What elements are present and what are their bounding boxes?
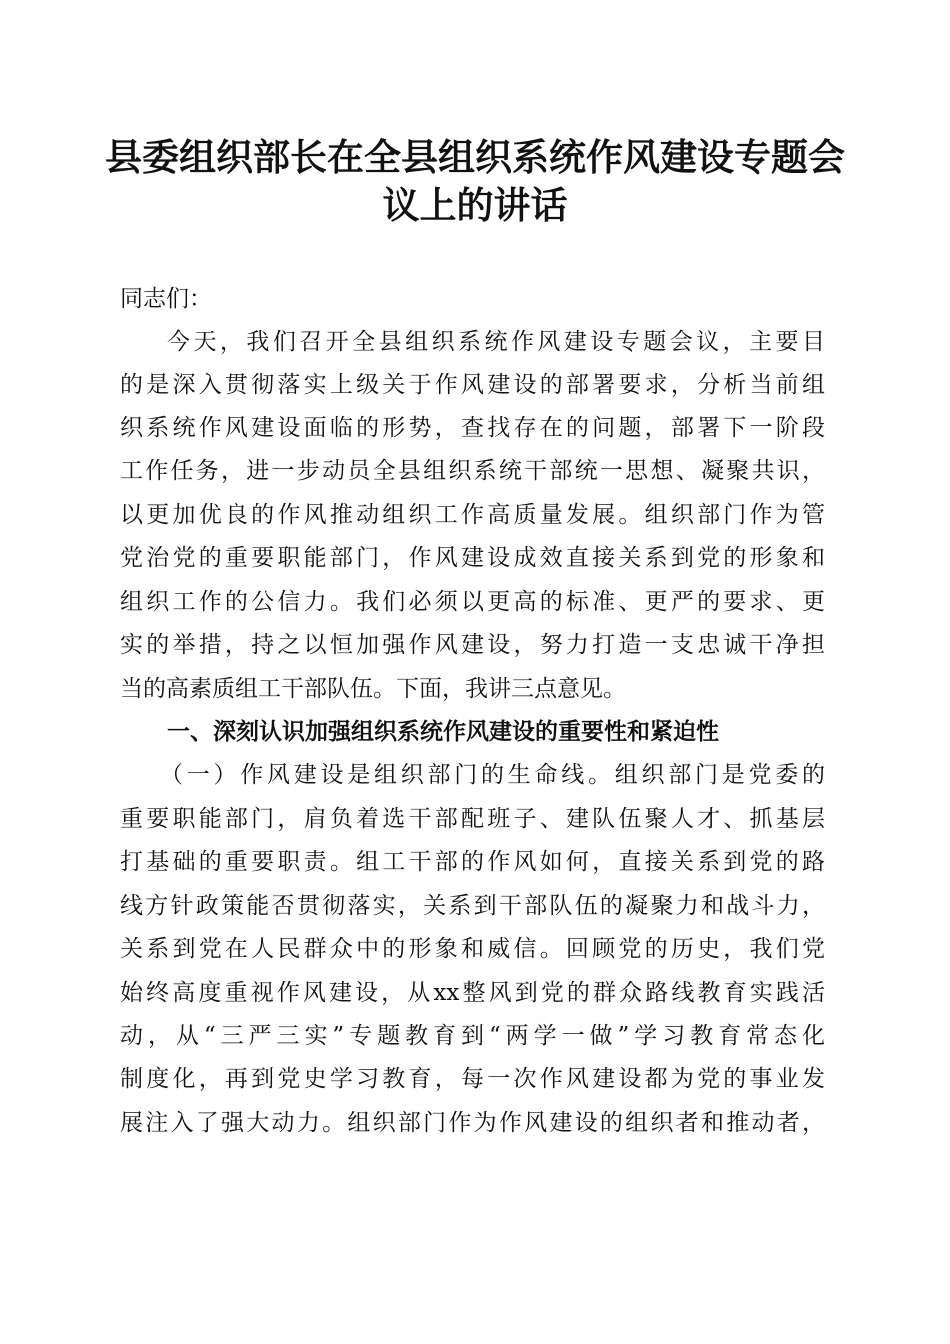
paragraph-line: 展注入了强大动力。组织部门作为作风建设的组织者和推动者， — [120, 1110, 825, 1136]
paragraph-line: 制度化，再到党史学习教育，每一次作风建设都为党的事业发 — [120, 1066, 825, 1092]
document-title-line-1: 县委组织部长在全县组织系统作风建设专题会 — [105, 135, 845, 179]
paragraph-line: 的是深入贯彻落实上级关于作风建设的部署要求，分析当前组 — [120, 372, 825, 398]
paragraph-line: 工作任务，进一步动员全县组织系统干部统一思想、凝聚共识， — [120, 458, 825, 484]
salutation: 同志们： — [120, 286, 212, 312]
paragraph-line: 实的举措，持之以恒加强作风建设，努力打造一支忠诚干净担 — [120, 632, 825, 658]
paragraph-line: 党治党的重要职能部门，作风建设成效直接关系到党的形象和 — [120, 545, 825, 571]
paragraph-line: 关系到党在人民群众中的形象和威信。回顾党的历史，我们党 — [120, 936, 825, 962]
paragraph-line: 始终高度重视作风建设，从xx整风到党的群众路线教育实践活 — [120, 980, 825, 1006]
section-heading-1: 一、深刻认识加强组织系统作风建设的重要性和紧迫性 — [167, 719, 719, 745]
paragraph-line: 重要职能部门，肩负着选干部配班子、建队伍聚人才、抓基层 — [120, 806, 825, 832]
document-title-line-2: 议上的讲话 — [382, 183, 568, 227]
paragraph-line: 今天，我们召开全县组织系统作风建设专题会议，主要目 — [167, 329, 825, 355]
paragraph-line: 组织工作的公信力。我们必须以更高的标准、更严的要求、更 — [120, 589, 825, 615]
paragraph-line: （一）作风建设是组织部门的生命线。组织部门是党委的 — [160, 762, 825, 788]
paragraph-line: 以更加优良的作风推动组织工作高质量发展。组织部门作为管 — [120, 502, 825, 528]
paragraph-line: 当的高素质组工干部队伍。下面，我讲三点意见。 — [120, 676, 626, 702]
paragraph-line: 织系统作风建设面临的形势，查找存在的问题，部署下一阶段 — [120, 415, 825, 441]
paragraph-line: 打基础的重要职责。组工干部的作风如何，直接关系到党的路 — [120, 849, 825, 875]
paragraph-line: 线方针政策能否贯彻落实，关系到干部队伍的凝聚力和战斗力， — [120, 893, 825, 919]
paragraph-line: 动，从“三严三实”专题教育到“两学一做”学习教育常态化 — [120, 1023, 825, 1049]
